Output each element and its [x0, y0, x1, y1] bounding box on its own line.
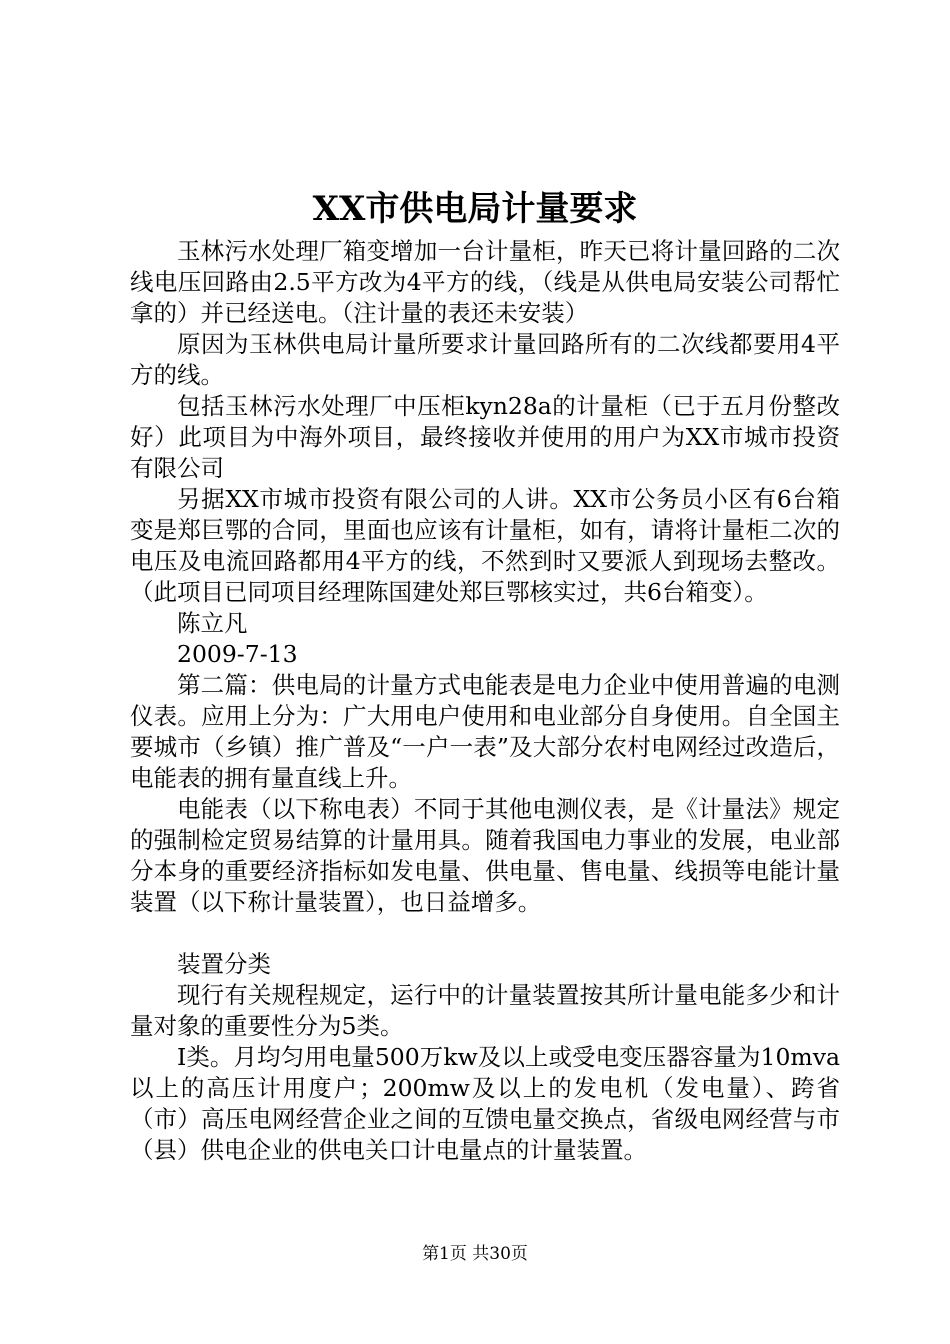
document-title: XX市供电局计量要求 [312, 189, 638, 229]
paragraph: 电能表（以下称电表）不同于其他电测仪表，是《计量法》规定的强制检定贸易结算的计量用具。随着我国电力事业的发展，电业部分本身的重要经济指标如发电量、供电量、售电量、线损等电能计量装置（以下称计量装置），也日益增多。 [130, 795, 840, 916]
document-body [130, 236, 840, 1166]
paragraph: 包括玉林污水处理厂中压柜kyn28a的计量柜（已于五月份整改好）此项目为中海外项目，最终接收并使用的用户为XX市城市投资有限公司 [130, 392, 840, 482]
author-signature: 陈立凡 [177, 609, 248, 637]
section-heading: 装置分类 [177, 950, 271, 978]
paragraph: 原因为玉林供电局计量所要求计量回路所有的二次线都要用4平方的线。 [130, 330, 840, 389]
paragraph: 另据XX市城市投资有限公司的人讲。XX市公务员小区有6台箱变是郑巨鄂的合同，里面也应该有计量柜，如有，请将计量柜二次的电压及电流回路都用4平方的线，不然到时又要派人到现场去整改。（此项目已同项目经理陈国建处郑巨鄂核实过，共6台箱变）。 [130, 485, 840, 606]
page-footer: 第1页 共30页 [422, 1244, 528, 1264]
paragraph: 现行有关规程规定，运行中的计量装置按其所计量电能多少和计量对象的重要性分为5类。 [130, 981, 840, 1040]
paragraph: 第二篇：供电局的计量方式电能表是电力企业中使用普遍的电测仪表。应用上分为：广大用电户使用和电业部分自身使用。自全国主要城市（乡镇）推广普及“一户一表”及大部分农村电网经过改造后，电能表的拥有量直线上升。 [130, 671, 840, 792]
document-date: 2009-7-13 [177, 640, 298, 668]
paragraph: 玉林污水处理厂箱变增加一台计量柜，昨天已将计量回路的二次线电压回路由2.5平方改为4平方的线，（线是从供电局安装公司帮忙拿的）并已经送电。（注计量的表还未安装） [130, 237, 840, 327]
paragraph: Ⅰ类。月均匀用电量500万kw及以上或受电变压器容量为10mva以上的高压计用度户；200mw及以上的发电机（发电量）、跨省（市）高压电网经营企业之间的互馈电量交换点，省级电网经营与市（县）供电企业的供电关口计电量点的计量装置。 [130, 1043, 840, 1164]
